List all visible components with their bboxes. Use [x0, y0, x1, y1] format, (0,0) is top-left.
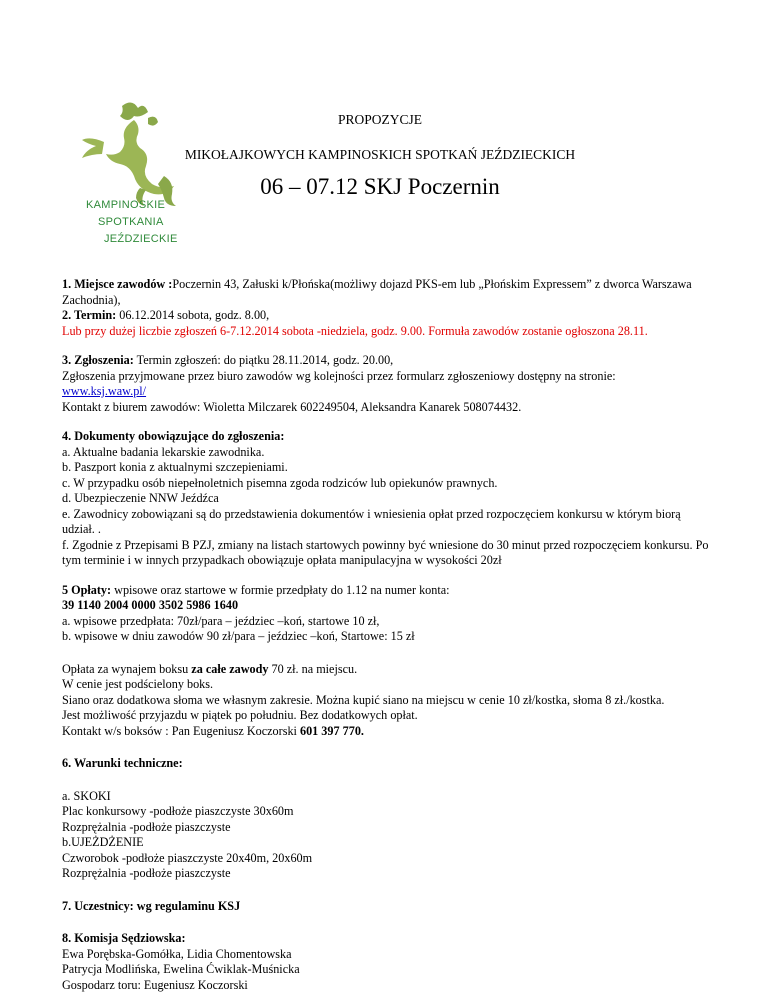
section-6-item-5: Rozprężalnia -podłoże piaszczyste [62, 866, 231, 880]
section-7-title: 7. Uczestnicy: wg regulaminu KSJ [62, 898, 241, 913]
section-2 [62, 308, 710, 324]
logo-line-1: KAMPINOSKIE [86, 199, 166, 211]
section-6-item-2: Rozprężalnia -podłoże piaszczyste [62, 819, 231, 834]
section-1 [62, 277, 710, 308]
section-4-item-f: f. Zgodnie z Przepisami B PZJ, zmiany na listach startowych powinny być wniesione do 30 minut przed rozpoczęciem konkursu. Po tym terminie i w innych przypadkach obowiązuje opłata manipulacyjna w wysokości 20zł [62, 537, 709, 567]
section-6-item-0: a. SKOKI [62, 788, 111, 803]
section-3 [62, 353, 710, 369]
section-4-item-a: a. Aktualne badania lekarskie zawodnika. [62, 444, 265, 459]
section-3-text: Termin zgłoszeń: do piątku 28.11.2014, godz. 20.00, [133, 353, 394, 367]
section-6-item-4: Czworobok -podłoże piaszczyste 20x40m, 20x60m [62, 850, 313, 865]
section-8-item-2: Gospodarz toru: Eugeniusz Koczorski [62, 977, 248, 992]
section-2-text: 06.12.2014 sobota, godz. 8.00, [116, 308, 270, 322]
boxes-contact-text: Kontakt w/s boksów : Pan Eugeniusz Koczorski [62, 723, 300, 738]
registration-link[interactable]: www.ksj.waw.pl/ [62, 384, 147, 398]
section-6-title: 6. Warunki techniczne: [62, 756, 183, 770]
logo-line-2: SPOTKANIA [98, 216, 164, 228]
section-4-item-b: b. Paszport konia z aktualnymi szczepieniami. [62, 460, 288, 474]
section-5-item-a: a. wpisowe przedpłata: 70zł/para – jeździec –koń, startowe 10 zł, [62, 613, 380, 628]
section-5 [62, 583, 710, 599]
header-propozycje: PROPOZYCJE [337, 112, 423, 127]
logo-line-3: JEŹDZIECKIE [104, 233, 178, 245]
section-6-item-3: b.UJEŻDŻENIE [62, 835, 144, 849]
header-event-name: MIKOŁAJKOWYCH KAMPINOSKICH SPOTKAŃ JEŹDZIECKICH [184, 147, 576, 162]
section-4-item-c: c. W przypadku osób niepełnoletnich pisemna zgoda rodziców lub opiekunów prawnych. [62, 475, 498, 490]
boxes-line-2: W cenie jest podścielony boks. [62, 677, 214, 691]
section-4-title: 4. Dokumenty obowiązujące do zgłoszenia: [62, 429, 285, 443]
section-6-item-1: Plac konkursowy -podłoże piaszczyste 30x60m [62, 804, 294, 818]
section-4-item-d: d. Ubezpieczenie NNW Jeźdźca [62, 491, 219, 505]
boxes-fee-pre: Opłata za wynajem boksu [62, 661, 192, 676]
section-3-label: 3. Zgłoszenia: [62, 353, 134, 367]
header-date-venue: 06 – 07.12 SKJ Poczernin [260, 174, 500, 199]
boxes-contact [62, 724, 710, 740]
section-4-item-e: e. Zawodnicy zobowiązani są do przedstawienia dokumentów i wniesienia opłat przed rozpoczęciem konkursu w którym biorą udział. . [62, 506, 681, 536]
bank-account-number: 39 1140 2004 0000 3502 5986 1640 [62, 598, 239, 612]
boxes-fee-post: 70 zł. na miejscu. [268, 661, 358, 676]
section-2-label: 2. Termin: [62, 308, 117, 322]
section-5-item-b: b. wpisowe w dniu zawodów 90 zł/para – jeździec –koń, Startowe: 15 zł [62, 629, 415, 643]
section-8-title: 8. Komisja Sędziowska: [62, 931, 186, 945]
section-8-item-1: Patrycja Modlińska, Ewelina Ćwiklak-Muśnicka [62, 962, 300, 976]
section-5-text: wpisowe oraz startowe w formie przedpłaty do 1.12 na numer konta: [111, 582, 450, 597]
boxes-line-3: Siano oraz dodatkowa słoma we własnym zakresie. Można kupić siano na miejscu w cenie 10 zł/kostka, słoma 8 zł./kostka. [62, 692, 665, 707]
section-3-line2: Zgłoszenia przyjmowane przez biuro zawodów wg kolejności przez formularz zgłoszeniowy dostępny na stronie: [62, 368, 616, 383]
section-1-label: 1. Miejsce zawodów : [62, 277, 173, 291]
boxes-contact-phone: 601 397 770. [299, 723, 364, 738]
boxes-fee-bold: za całe zawody [191, 661, 269, 676]
section-3-contact: Kontakt z biurem zawodów: Wioletta Milczarek 602249504, Aleksandra Kanarek 508074432. [62, 399, 522, 414]
section-5-label: 5 Opłaty: [62, 582, 112, 597]
boxes-line-4: Jest możliwość przyjazdu w piątek po południu. Bez dodatkowych opłat. [62, 708, 418, 722]
boxes-fee [62, 662, 710, 678]
section-1-text: Poczernin 43, Załuski k/Płońska(możliwy dojazd PKS-em lub „Płońskim Expressem” z dworca Warszawa Zachodnia), [62, 277, 692, 307]
document-body [62, 277, 710, 993]
section-8-item-0: Ewa Porębska-Gomółka, Lidia Chomentowska [62, 946, 292, 961]
section-2-note: Lub przy dużej liczbie zgłoszeń 6-7.12.2014 sobota -niedziela, godz. 9.00. Formuła zawodów zostanie ogłoszona 28.11. [62, 323, 648, 338]
